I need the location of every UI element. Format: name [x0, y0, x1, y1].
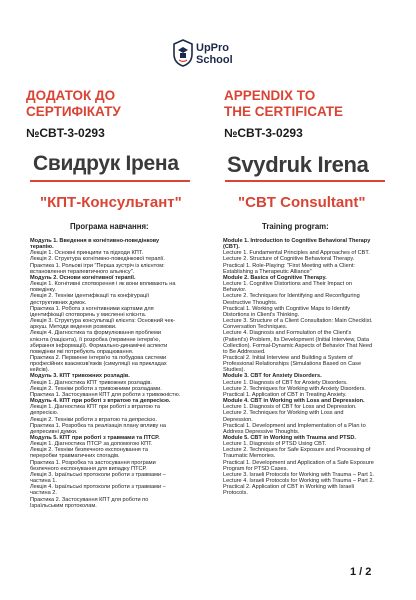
- program-entry: частина 2.: [30, 490, 57, 497]
- program-entry: Lecture 1. Diagnosis of CBT for Anxiety Disorders.: [223, 379, 348, 386]
- appendix-heading-line-2-en: THE CERTIFICATE: [224, 104, 343, 119]
- program-entry: Studies).: [223, 367, 246, 374]
- program-entry: Лекція 2. Техніки безпечного експонування та: [30, 447, 149, 454]
- program-entry: Ізраїльським протоколам.: [30, 502, 97, 509]
- module-title: Module 3. CBT for Anxiety Disorders.: [223, 373, 322, 380]
- program-entry: Practical 1. Working with Cognitive Maps to Identify: [223, 305, 351, 312]
- program-entry: Practical 1. Development and Implementation of a Plan to: [223, 422, 366, 429]
- program-entry: безпечного експонування для випадку ПТСР.: [30, 465, 147, 472]
- program-entry: Практика 2. Первинне інтерв'ю та побудова системи: [30, 354, 167, 361]
- program-entry: Lecture 1. Fundamental Principles and Approaches of CBT.: [223, 250, 370, 257]
- program-entry: Lecture 1. Diagnosis of CBT for Loss and Depression.: [223, 404, 357, 411]
- module-title: Модуль 4. КПТ при роботі з втратою та депресією.: [30, 398, 171, 405]
- program-entry: поведінки які потребують опрацювання.: [30, 348, 134, 355]
- program-entry: Практика 2. Застосування КПТ для роботи по: [30, 496, 149, 503]
- program-entry: Lecture 4. Israeli Protocols for Working with Trauma – Part 2.: [223, 478, 374, 485]
- left-header: [26, 88, 206, 140]
- qualification-title-en: "CBT Consultant": [238, 194, 366, 211]
- program-entry: поведінку.: [30, 287, 56, 294]
- program-list-en: [223, 238, 395, 497]
- module-title: Модуль 2. Основи когнітивної терапії.: [30, 274, 136, 281]
- program-entry: кейсів).: [30, 367, 50, 374]
- program-entry: Lecture 3. Structure of a Client Consultation: Main Checklist.: [223, 318, 373, 325]
- program-entry: Практика 1. Розробка та застосування програми: [30, 459, 156, 466]
- program-entry: to Be Addressed.: [223, 348, 266, 355]
- program-entry: Lecture 3. Israeli Protocols for Working with Trauma – Part 1.: [223, 471, 374, 478]
- module-title: Модуль 5. КПТ при роботі з травмами та ПТСР.: [30, 435, 160, 441]
- program-entry: Лекція 1. Діагностика КПТ тривожних розладів.: [30, 379, 152, 386]
- program-entry: Conversation Techniques.: [223, 324, 288, 331]
- program-entry: Лекція 1. Діагностика КПТ при роботі з втратою та: [30, 404, 161, 411]
- program-entry: Lecture 2. Techniques for Safe Exposure and Processing of: [223, 447, 371, 454]
- program-entry: деструктивних думок.: [30, 299, 87, 306]
- recipient-name-uk: Свидрук Ірена: [33, 152, 179, 175]
- program-entry: професійних взаємозв'язків (симуляції на прикладах: [30, 361, 167, 368]
- program-title-uk: Програма навчання:: [70, 222, 149, 231]
- program-entry: Лекція 1. Когнітивні спотворення і як вони впливають на: [30, 281, 176, 288]
- program-entry: Lecture 2. Techniques for Working with Loss and: [223, 410, 344, 417]
- program-entry: Distortions in Client's Thinking.: [223, 311, 300, 318]
- program-entry: депресією.: [30, 410, 59, 417]
- shield-crest-icon: [172, 38, 194, 68]
- module-title: Module 1. Introduction to Cognitive Behavioral Therapy: [223, 238, 371, 244]
- right-header: [224, 88, 404, 140]
- brand-line-1: UpPro: [196, 42, 229, 54]
- program-entry: Лекція 1. Діагностика ПТСР за допомогою КПТ.: [30, 441, 153, 448]
- program-entry: Address Depressive Thoughts.: [223, 428, 300, 435]
- program-entry: збирання інформації). Формально-динамічні аспекти: [30, 342, 168, 349]
- program-entry: Program for PTSD Cases.: [223, 465, 288, 472]
- name-underline-en: [225, 180, 385, 182]
- certificate-number-en: №CBT-3-0293: [224, 126, 303, 140]
- page-number: 1 / 2: [350, 566, 372, 578]
- program-entry: Lecture 1. Diagnosis of PTSD Using CBT.: [223, 441, 327, 448]
- program-entry: частина 1.: [30, 478, 57, 485]
- program-entry: Лекція 3. Структура консультації клієнта: Основний чек-: [30, 318, 175, 325]
- program-list-uk: [30, 238, 210, 509]
- program-entry: Практика 1. Рольові ігри "Перша зустріч із клієнтом:: [30, 262, 165, 269]
- program-entry: (Patient's) Problem, Its Development (Initial Interview, Data: [223, 336, 369, 343]
- appendix-heading-line-1-en: APPENDIX TO: [224, 88, 316, 103]
- program-entry: Практика 1. Застосування КПТ для роботи з тривожністю.: [30, 391, 181, 398]
- program-entry: Lecture 2. Techniques for Identifying and Reconfiguring: [223, 293, 360, 300]
- program-entry: Лекція 4. Діагностика та формулювання проблеми: [30, 330, 161, 337]
- program-entry: Practical 1. Role-Playing: "First Meeting with a Client:: [223, 262, 355, 269]
- appendix-heading-line-1-uk: ДОДАТОК ДО: [26, 88, 116, 103]
- program-entry: Практика 1. Розробка та реалізація плану впливу на: [30, 422, 166, 429]
- program-title-en: Training program:: [262, 222, 329, 231]
- module-title: Module 2. Basics of Cognitive Therapy.: [223, 274, 327, 281]
- module-title: Module 4. CBT in Working with Loss and Depression.: [223, 398, 365, 405]
- program-entry: переробки травматичних спогадів.: [30, 453, 120, 460]
- module-title: (CBT).: [223, 244, 240, 251]
- program-entry: Практика 1. Робота з когнітивними картами для: [30, 305, 154, 312]
- module-title: Модуль 3. КПТ тривожних розладів.: [30, 373, 130, 380]
- program-entry: Lecture 2. Structure of Cognitive Behavioral Therapy.: [223, 256, 355, 263]
- program-entry: Practical 2. Initial Interview and Building a System of: [223, 354, 353, 361]
- program-entry: Traumatic Memories.: [223, 453, 276, 460]
- module-title: терапію.: [30, 244, 54, 251]
- program-entry: аркуш. Методи ведення розмови.: [30, 324, 117, 331]
- program-entry: Establishing a Therapeutic Alliance": [223, 268, 312, 275]
- name-underline-uk: [30, 180, 190, 182]
- school-logo: [172, 38, 244, 78]
- program-entry: Practical 2. Application of CBT in Working with Israeli: [223, 484, 354, 491]
- certificate-number-uk: №CBT-3-0293: [26, 126, 105, 140]
- module-title: Module 5. CBT in Working with Trauma and PTSD.: [223, 435, 356, 441]
- program-entry: Лекція 4. Ізраїльські протоколи роботи з травмами –: [30, 484, 166, 491]
- program-entry: Professional Relationships (Simulations Based on Case: [223, 361, 362, 368]
- module-title: Модуль 1. Введення в когнітивно-поведінкову: [30, 238, 160, 244]
- program-entry: Practical 1. Application of CBT in Treating Anxiety.: [223, 391, 347, 398]
- qualification-title-uk: "КПТ-Консультант": [40, 194, 182, 211]
- brand-name: [196, 42, 233, 66]
- program-entry: встановлення терапевтичного альянсу".: [30, 268, 135, 275]
- program-entry: Destructive Thoughts.: [223, 299, 278, 306]
- brand-line-2: School: [196, 54, 233, 66]
- program-entry: Collection). Formal-Dynamic Aspects of Behavior That Need: [223, 342, 373, 349]
- appendix-heading-line-2-uk: СЕРТИФІКАТУ: [26, 104, 121, 119]
- program-entry: Лекція 2. Структура когнітивно-поведінкової терапії.: [30, 256, 165, 263]
- program-entry: клієнта (пацієнта), її розробка (первинне інтерв'ю,: [30, 336, 161, 343]
- program-entry: ідентифікації спотворень у мисленні клієнта.: [30, 311, 147, 318]
- program-entry: Behavior.: [223, 287, 247, 294]
- program-entry: Protocols.: [223, 490, 248, 497]
- program-entry: Лекція 2. Техніки роботи з тривожними розладами.: [30, 385, 162, 392]
- program-entry: Practical 1. Development and Application of a Safe Exposure: [223, 459, 374, 466]
- program-entry: Lecture 1. Cognitive Distortions and Their Impact on: [223, 281, 352, 288]
- program-entry: Depression.: [223, 416, 253, 423]
- program-entry: Лекція 1. Основні принципи та підходи КПТ.: [30, 250, 144, 257]
- recipient-name-en: Svydruk Irena: [227, 152, 369, 177]
- program-entry: Лекція 2. Техніки ідентифікації та конфігурації: [30, 293, 150, 300]
- program-entry: депресивні думки.: [30, 428, 78, 435]
- program-entry: Лекція 3. Ізраїльські протоколи роботи з травмами –: [30, 471, 166, 478]
- program-entry: Lecture 4. Diagnosis and Formulation of the Client's: [223, 330, 352, 337]
- program-entry: Lecture 2. Techniques for Working with Anxiety Disorders.: [223, 385, 366, 392]
- program-entry: Лекція 2. Техніки роботи з втратою та депресією.: [30, 416, 157, 423]
